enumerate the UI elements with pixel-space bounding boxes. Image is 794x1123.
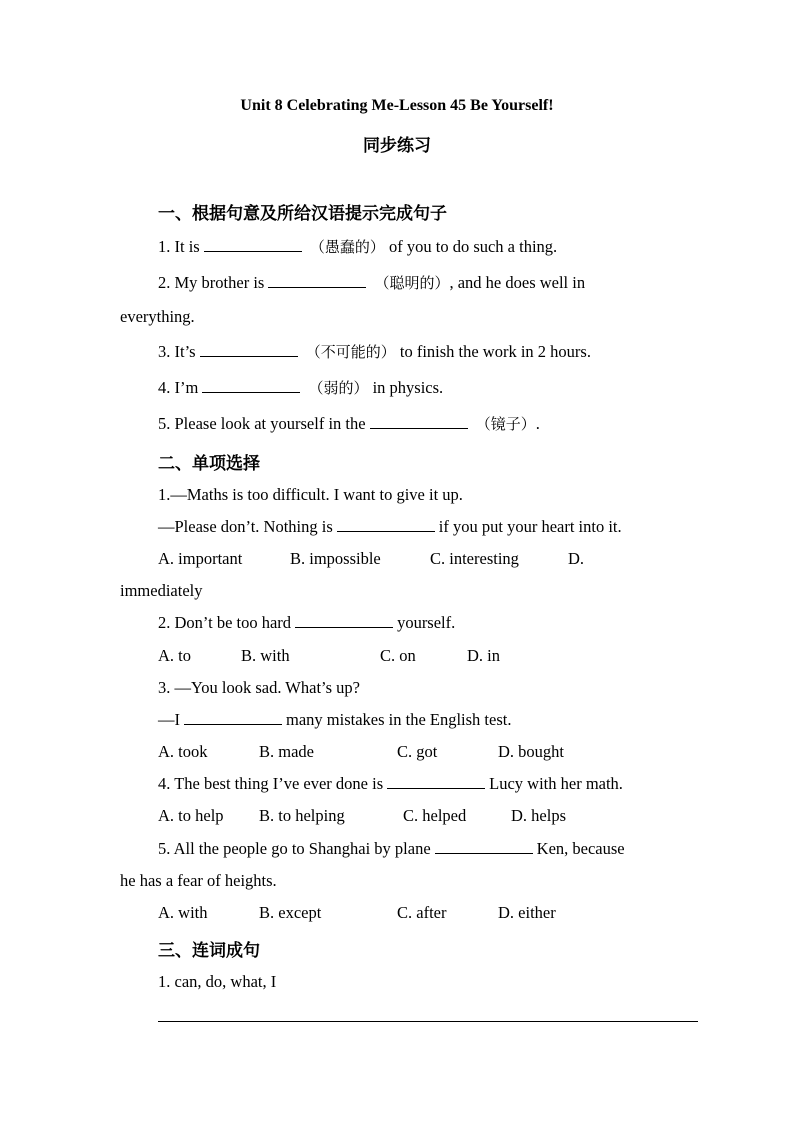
s1-question-5 [158, 413, 540, 434]
s2-question-5 [158, 839, 625, 859]
s1-question-2 [158, 272, 585, 293]
s2-q1-option-a[interactable]: A. important [158, 549, 243, 568]
answer-line[interactable] [158, 1021, 698, 1022]
s2-q5-prefix: 5. All the people go to Shanghai by plane [158, 839, 431, 858]
s2-q4-prefix: 4. The best thing I’ve ever done is [158, 774, 384, 793]
section3-heading: 三、连词成句 [158, 941, 260, 961]
s1-q4-suffix: in physics. [372, 378, 444, 397]
s2-q1-option-b[interactable]: B. impossible [290, 549, 381, 568]
s2-q2-option-d[interactable]: D. in [467, 646, 500, 665]
s2-q3-prefix: —I [158, 710, 180, 729]
s2-q5-suffix: Ken, because [536, 839, 625, 858]
s2-q1-prefix: —Please don’t. Nothing is [158, 517, 333, 536]
s2-q1-option-c[interactable]: C. interesting [430, 549, 519, 568]
answer-blank[interactable] [204, 237, 302, 252]
s2-q3-suffix: many mistakes in the English test. [286, 710, 512, 729]
s2-q2-option-c[interactable]: C. on [380, 646, 416, 665]
s2-q2-option-b[interactable]: B. with [241, 646, 290, 665]
s2-q2-suffix: yourself. [397, 613, 456, 632]
answer-blank[interactable] [202, 378, 300, 393]
s2-q1-option-d-continuation: immediately [120, 581, 203, 600]
s2-q1-line1: 1.—Maths is too difficult. I want to give it up. [158, 485, 463, 504]
s2-q2-prefix: 2. Don’t be too hard [158, 613, 292, 632]
s2-q3-line1: 3. —You look sad. What’s up? [158, 678, 360, 697]
s1-question-4 [158, 377, 443, 398]
s1-question-3 [158, 341, 591, 362]
section2-heading: 二、单项选择 [158, 454, 260, 474]
answer-blank[interactable] [268, 273, 366, 288]
s2-q1-line2 [158, 517, 622, 537]
s2-q4-option-d[interactable]: D. helps [511, 806, 566, 825]
s1-q2-suffix: , and he does well in [449, 273, 586, 292]
s2-q5-option-d[interactable]: D. either [498, 903, 556, 922]
s1-q3-prefix: 3. It’s [158, 342, 196, 361]
s1-q2-prefix: 2. My brother is [158, 273, 265, 292]
answer-blank[interactable] [184, 710, 282, 725]
s3-question-1: 1. can, do, what, I [158, 972, 277, 991]
answer-blank[interactable] [295, 613, 393, 628]
s2-q3-option-d[interactable]: D. bought [498, 742, 564, 761]
s2-q2-option-a[interactable]: A. to [158, 646, 191, 665]
answer-blank[interactable] [200, 342, 298, 357]
s2-q5-option-c[interactable]: C. after [397, 903, 447, 922]
answer-blank[interactable] [435, 839, 533, 854]
s2-question-4 [158, 774, 623, 794]
s1-q3-hint: （不可能的） [305, 343, 396, 361]
s1-q4-prefix: 4. I’m [158, 378, 199, 397]
answer-blank[interactable] [337, 517, 435, 532]
s2-q4-option-b[interactable]: B. to helping [259, 806, 345, 825]
s2-q3-option-a[interactable]: A. took [158, 742, 208, 761]
page-subtitle: 同步练习 [363, 136, 431, 156]
s2-q3-option-c[interactable]: C. got [397, 742, 438, 761]
s1-q5-prefix: 5. Please look at yourself in the [158, 414, 366, 433]
s1-q3-suffix: to finish the work in 2 hours. [399, 342, 591, 361]
s2-q5-continuation: he has a fear of heights. [120, 871, 277, 890]
s2-q5-option-b[interactable]: B. except [259, 903, 322, 922]
s2-q3-line2 [158, 710, 511, 730]
answer-blank[interactable] [387, 774, 485, 789]
s1-q2-hint: （聪明的） [374, 274, 450, 292]
s2-q4-suffix: Lucy with her math. [489, 774, 623, 793]
s1-q1-suffix: of you to do such a thing. [388, 237, 558, 256]
page-title: Unit 8 Celebrating Me-Lesson 45 Be Yourself! [240, 97, 554, 114]
s2-question-2 [158, 613, 455, 633]
s2-q1-suffix: if you put your heart into it. [438, 517, 622, 536]
s1-q1-prefix: 1. It is [158, 237, 200, 256]
s1-q4-hint: （弱的） [308, 379, 369, 397]
s2-q4-option-a[interactable]: A. to help [158, 806, 224, 825]
s2-q5-option-a[interactable]: A. with [158, 903, 208, 922]
section1-heading: 一、根据句意及所给汉语提示完成句子 [158, 204, 447, 224]
s1-question-1 [158, 236, 557, 257]
answer-blank[interactable] [370, 414, 468, 429]
s1-q5-hint: （镜子） [475, 415, 536, 433]
s1-q2-continuation: everything. [120, 307, 195, 326]
s2-q4-option-c[interactable]: C. helped [403, 806, 467, 825]
s2-q1-option-d[interactable]: D. [568, 549, 585, 568]
s2-q3-option-b[interactable]: B. made [259, 742, 314, 761]
s1-q5-suffix: . [535, 414, 540, 433]
s1-q1-hint: （愚蠢的） [309, 238, 385, 256]
